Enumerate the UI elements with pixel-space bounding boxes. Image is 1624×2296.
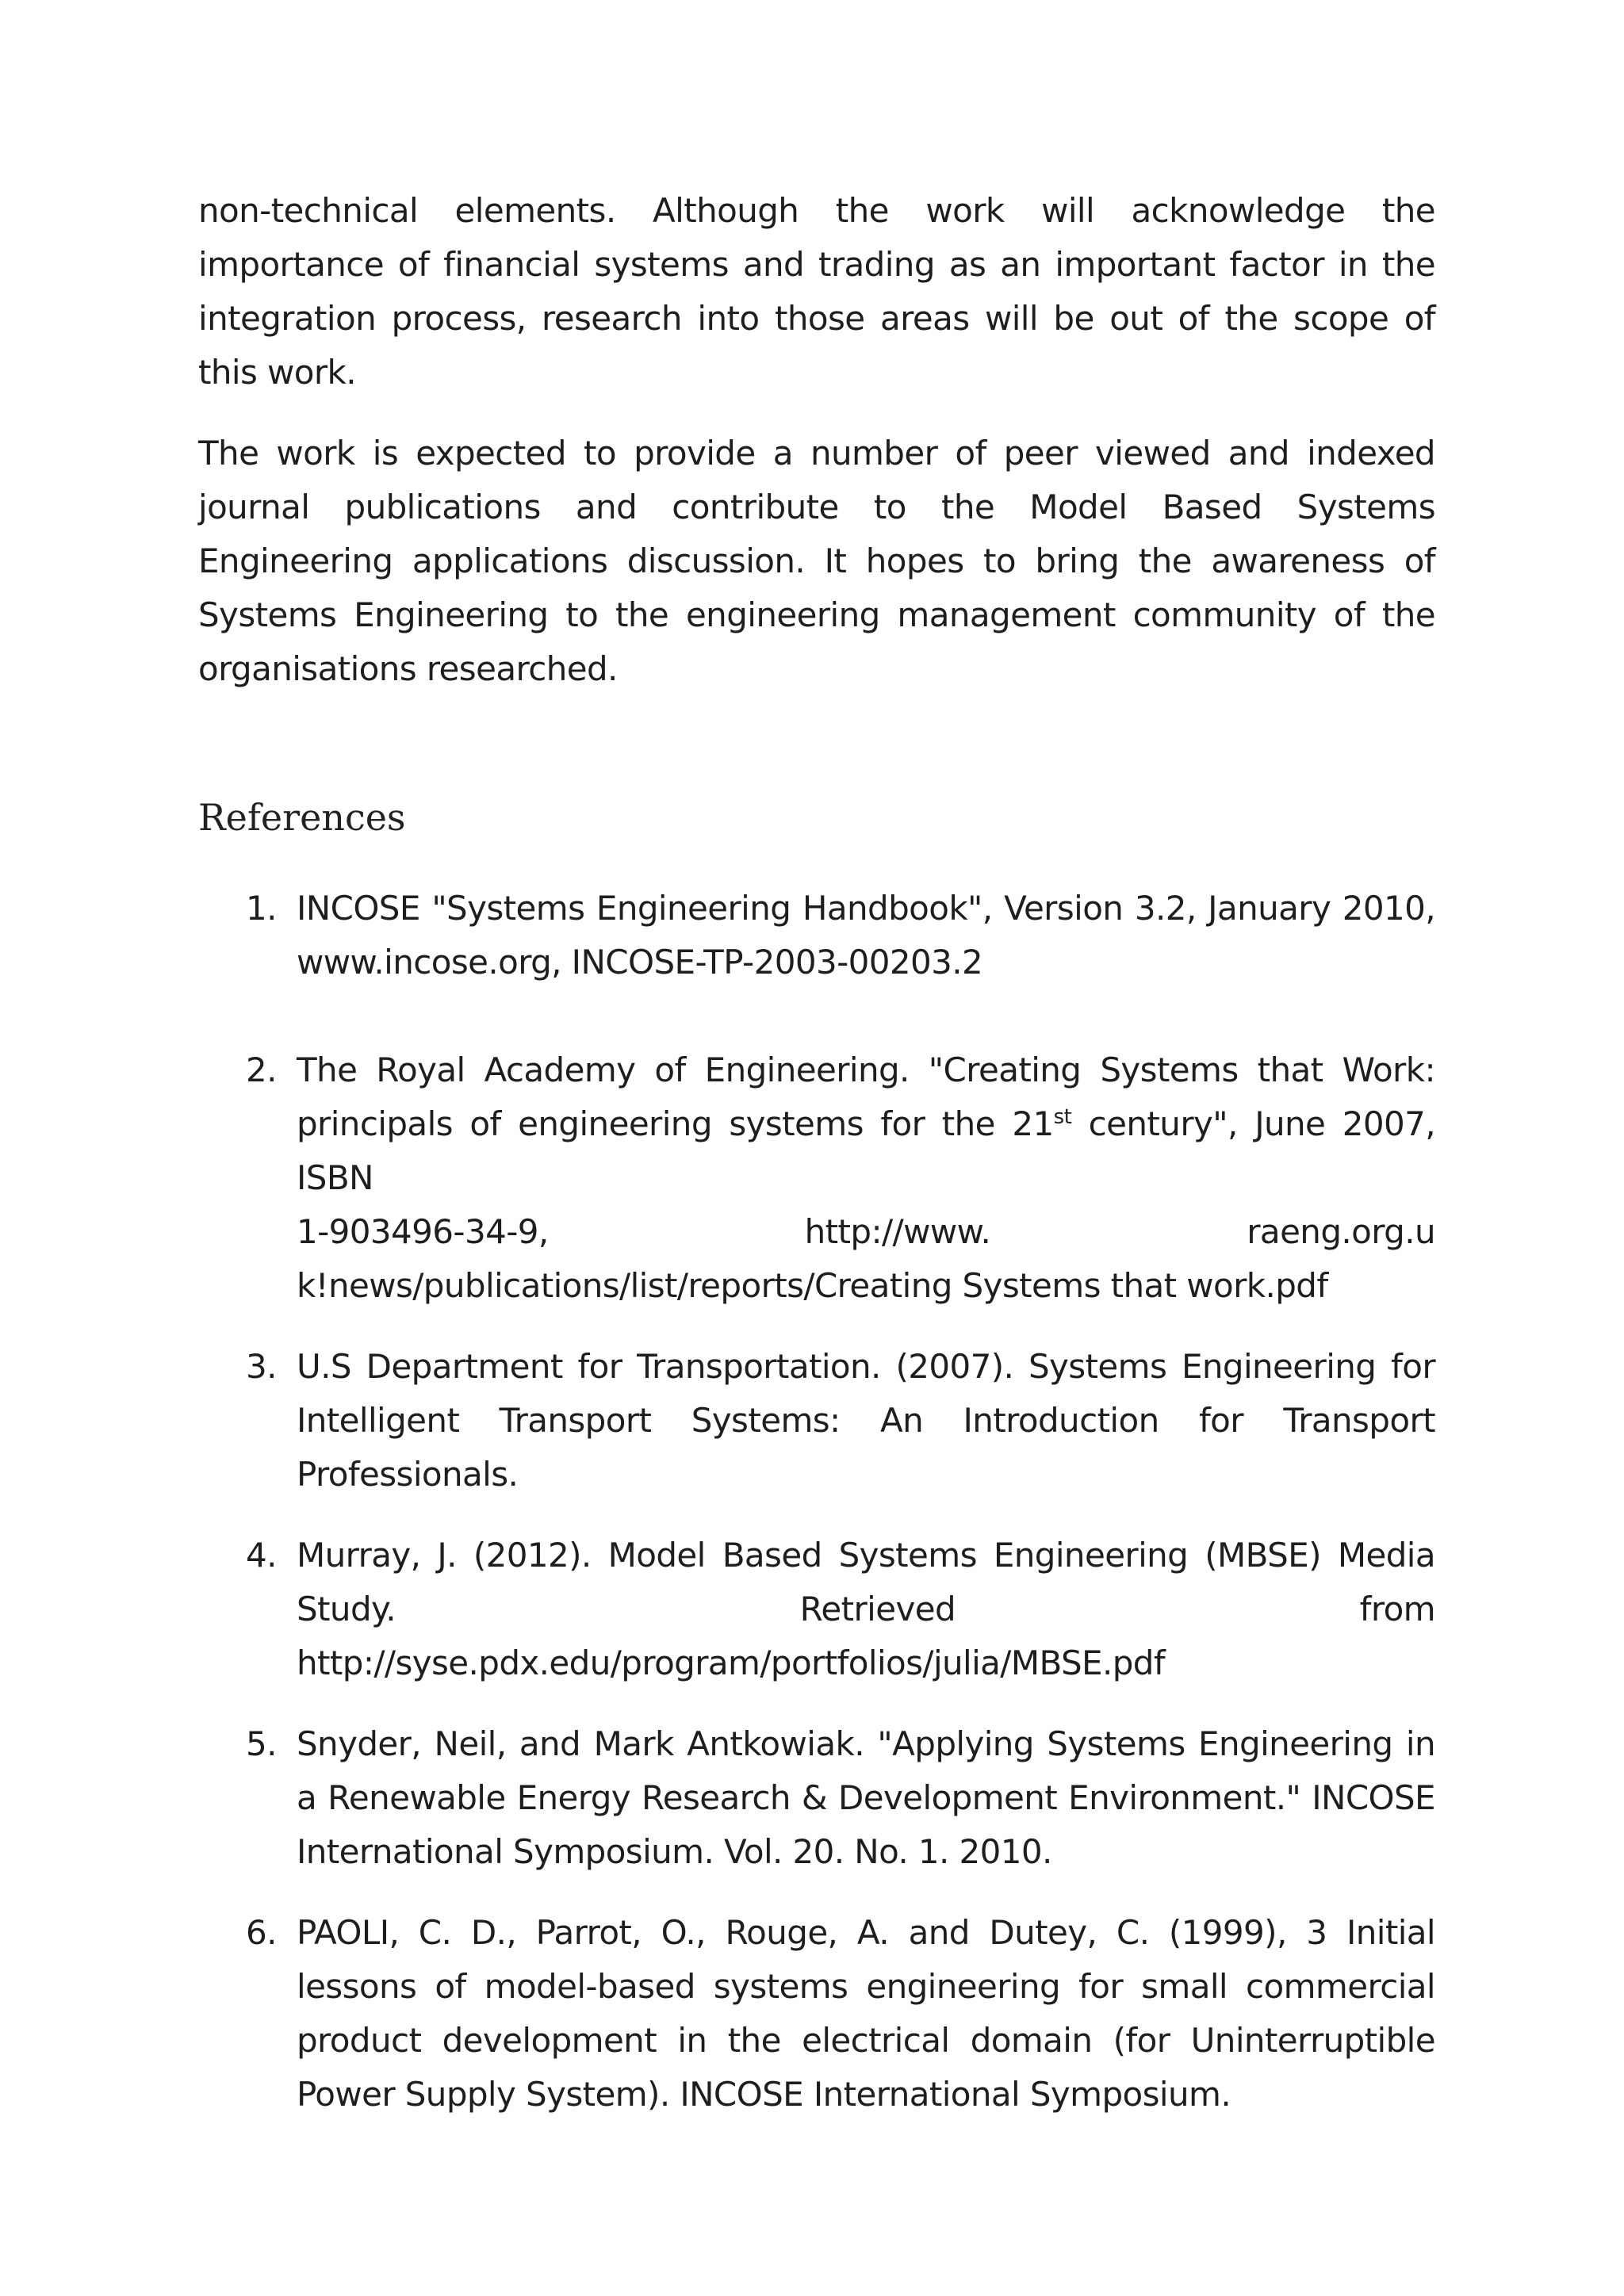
ordinal-superscript: st [1053,1105,1072,1129]
reference-number: 6. [246,1913,277,1952]
references-heading: References [198,796,406,839]
reference-text-part: century", June 2007, ISBN [297,1104,1435,1197]
reference-number: 3. [246,1347,277,1386]
reference-text [297,1529,1435,1682]
reference-item-4 [198,1529,1435,1690]
reference-number: 1. [246,889,277,928]
document-page [198,184,1435,2114]
reference-line-1: Murray, J. (2012). Model Based Systems Engineering (MBSE) Media [297,1536,1435,1575]
reference-number: 2. [246,1050,277,1089]
reference-number: 5. [246,1724,277,1763]
reference-item-5 [198,1717,1435,1879]
reference-url: http://syse.pdx.edu/program/portfolios/julia/MBSE.pdf [297,1644,1166,1682]
reference-text: PAOLI, C. D., Parrot, O., Rouge, A. and Dutey, C. (1999), 3 Initial lessons of model-based systems engineering for small commercial product development in the electrical domain (for Uninterruptible Power Supply System). INCOSE International Symposium. [297,1913,1435,2114]
body-paragraph-2: The work is expected to provide a number of peer viewed and indexed journal publications and contribute to the Model Based Systems Engineering applications discussion. It hopes to bring the awareness of Systems Engineering to the engineering management community of the organisations researched. [198,434,1435,688]
reference-item-3 [198,1340,1435,1502]
reference-url-line: 1-903496-34-9, http://www. raeng.org.u [297,1212,1435,1251]
reference-text: U.S Department for Transportation. (2007). Systems Engineering for Intelligent Transport Systems: An Introduction for Transport Professionals. [297,1347,1435,1494]
reference-number: 4. [246,1536,277,1575]
reference-text: Snyder, Neil, and Mark Antkowiak. "Applying Systems Engineering in a Renewable Energy Research & Development Environment." INCOSE International Symposium. Vol. 20. No. 1. 2010. [297,1724,1435,1871]
body-paragraph-1: non-technical elements. Although the work will acknowledge the importance of financial systems and trading as an important factor in the integration process, research into those areas will be out of the scope of this work. [198,191,1435,392]
references-list [198,882,1435,2149]
reference-line-2: Study. Retrieved from [297,1590,1435,1628]
reference-item-1 [198,882,1435,989]
reference-item-2 [198,1043,1435,1313]
reference-text: INCOSE "Systems Engineering Handbook", Version 3.2, January 2010, www.incose.org, INCOSE-TP-2003-00203.2 [297,889,1435,982]
reference-url-path: k!news/publications/list/reports/Creating Systems that work.pdf [297,1266,1328,1305]
reference-text [297,1050,1435,1305]
reference-text-part: The Royal Academy of Engineering. "Creating Systems that Work: principals of engineering systems for the 21 [297,1050,1435,1143]
reference-item-6 [198,1906,1435,2122]
